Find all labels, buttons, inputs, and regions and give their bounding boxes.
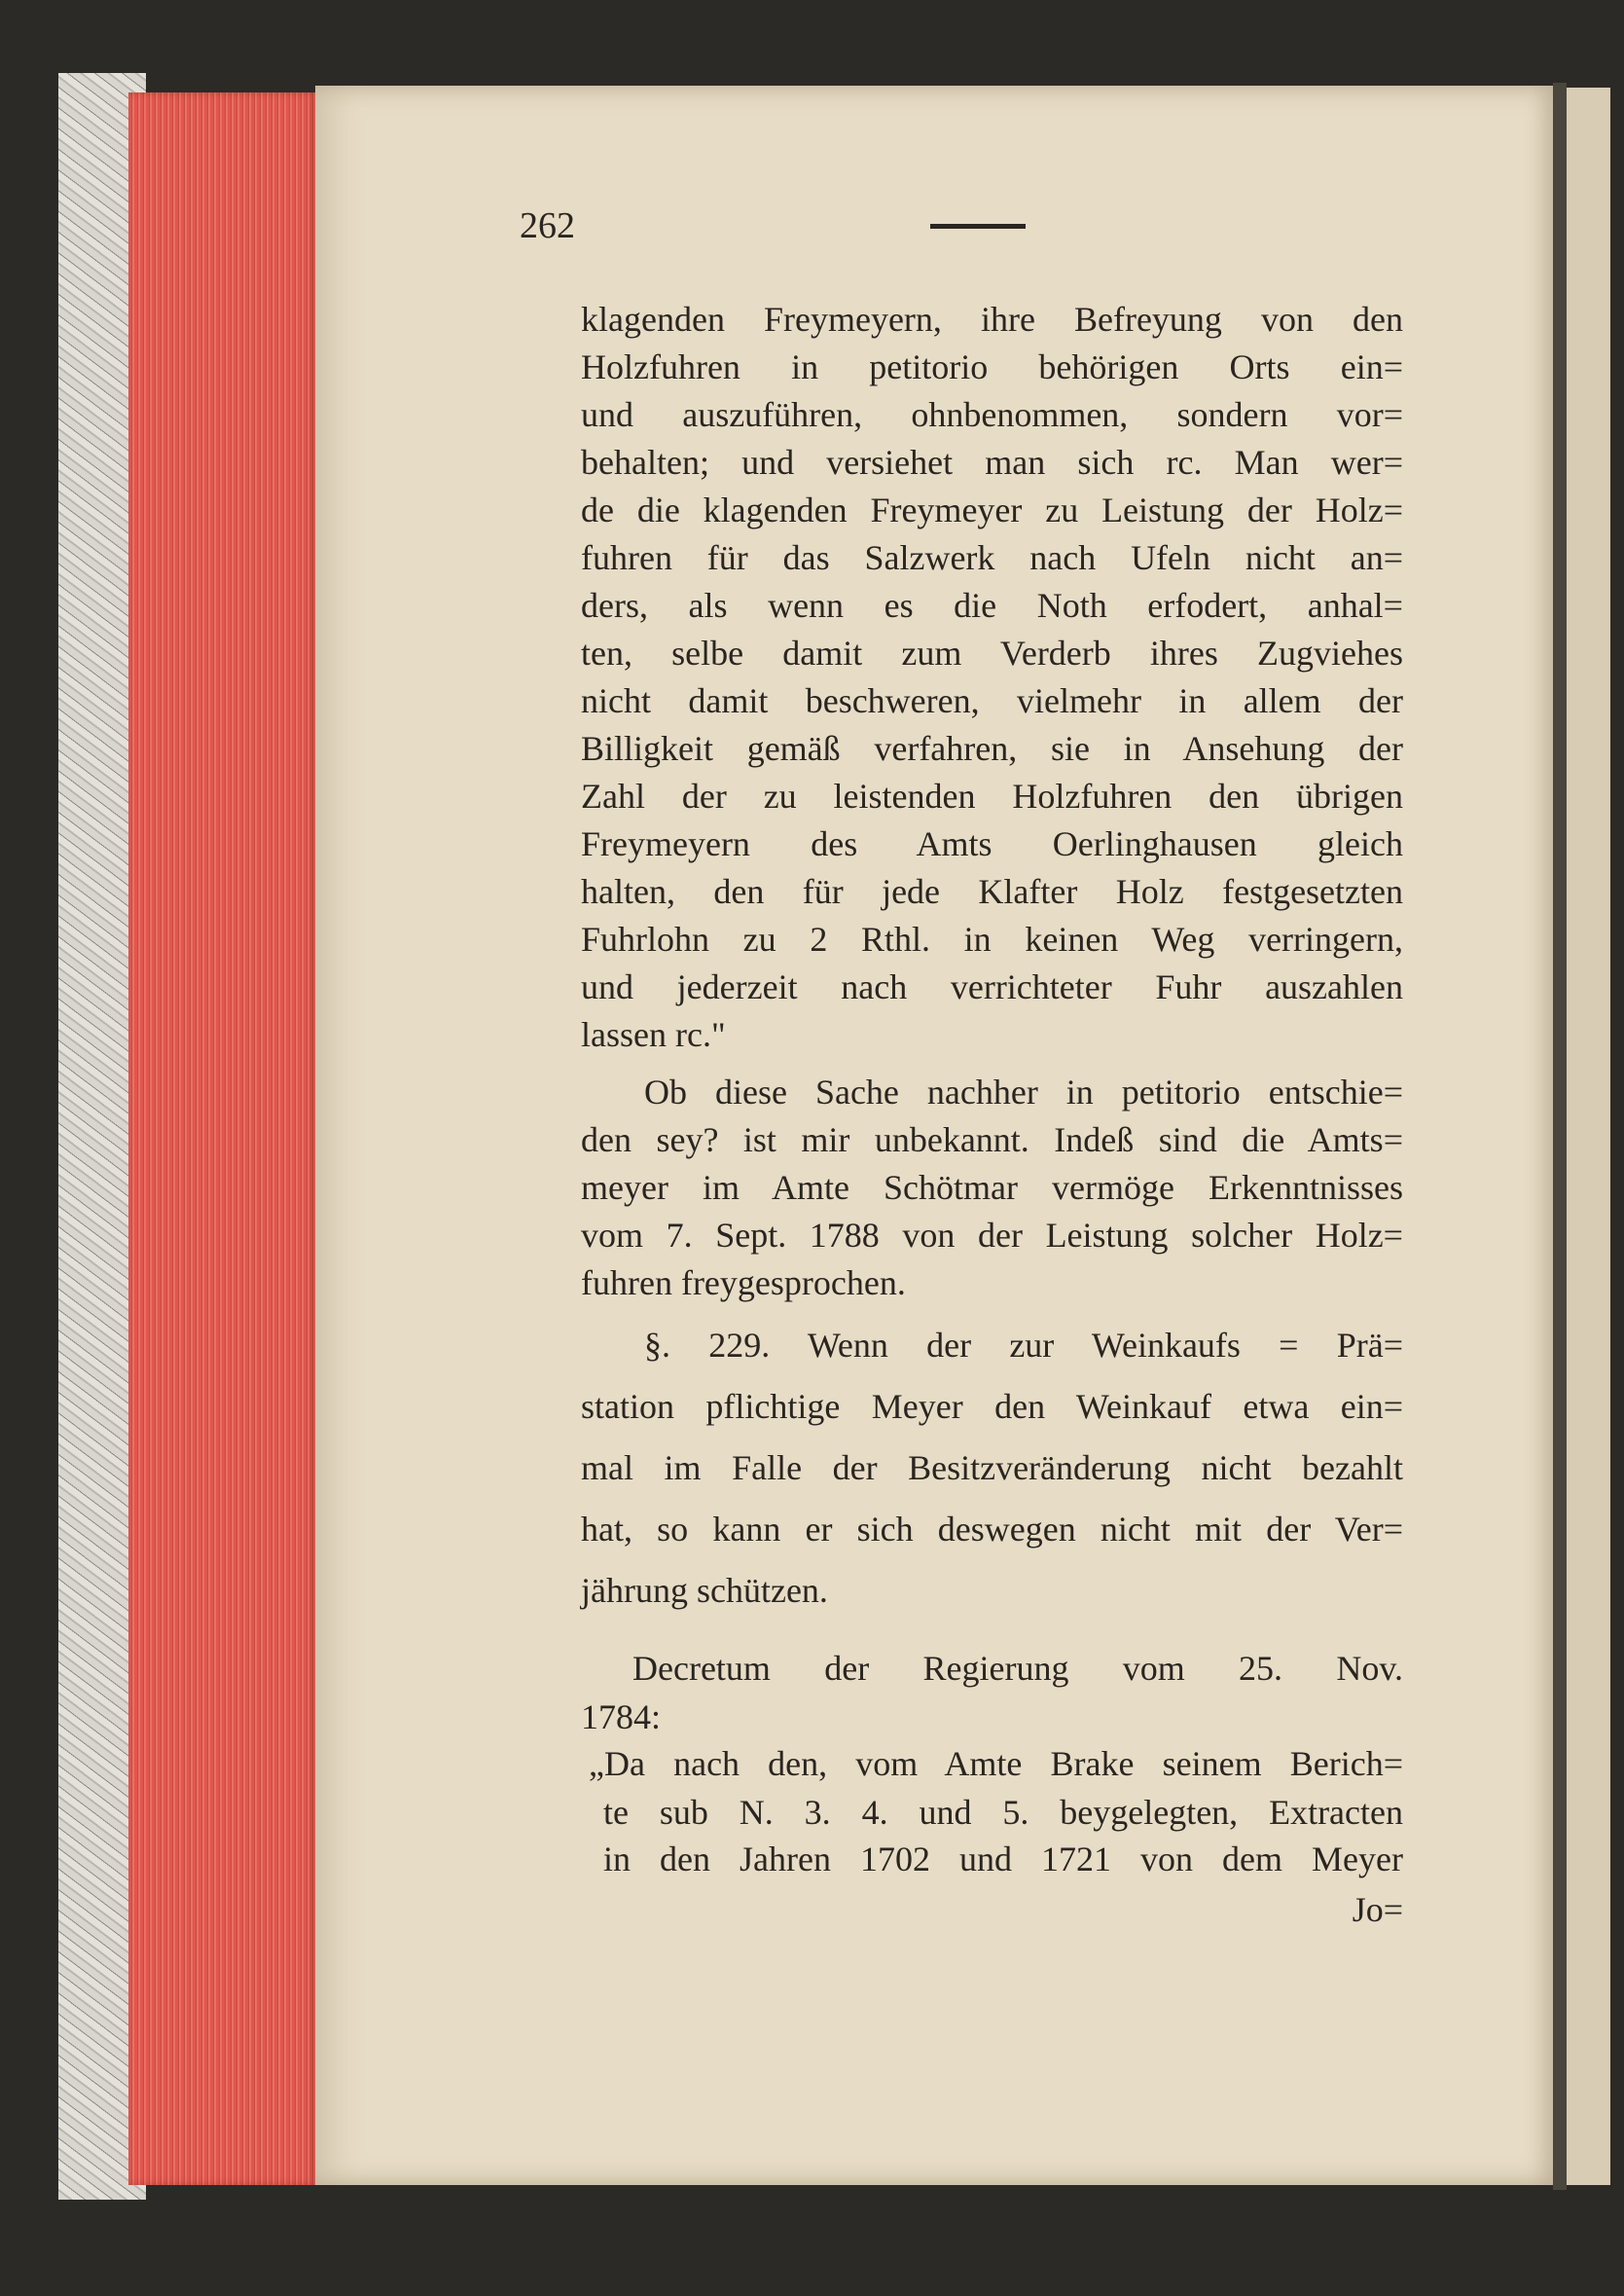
catchword: Jo= <box>1352 1890 1403 1929</box>
text-line: Freymeyern des Amts Oerlinghausen gleich <box>581 824 1403 863</box>
text-line: Decretum der Regierung vom 25. Nov. <box>632 1649 1403 1688</box>
text-line: jährung schützen. <box>581 1571 828 1610</box>
text-line: und jederzeit nach verrichteter Fuhr auszahlen <box>581 967 1403 1006</box>
text-line: lassen rc." <box>581 1015 726 1054</box>
quote-line: te sub N. 3. 4. und 5. beygelegten, Extracten <box>603 1793 1403 1832</box>
text-line: hat, so kann er sich deswegen nicht mit der Ver= <box>581 1510 1403 1549</box>
text-line: ten, selbe damit zum Verderb ihres Zugviehes <box>581 634 1403 673</box>
text-line: Fuhrlohn zu 2 Rthl. in keinen Weg verringern, <box>581 920 1403 959</box>
book-gutter <box>1553 83 1567 2190</box>
section-heading-line: §. 229. Wenn der zur Weinkaufs = Prä= <box>644 1326 1403 1365</box>
page-edges-red <box>128 92 318 2185</box>
text-line: 1784: <box>581 1697 662 1736</box>
facing-page <box>1567 88 1610 2185</box>
text-line: halten, den für jede Klafter Holz festgesetzten <box>581 872 1403 911</box>
text-line: meyer im Amte Schötmar vermöge Erkenntnisses <box>581 1168 1403 1207</box>
text-line: und auszuführen, ohnbenommen, sondern vor= <box>581 395 1403 434</box>
quote-line: in den Jahren 1702 und 1721 von dem Meyer <box>603 1840 1403 1878</box>
text-line: nicht damit beschweren, vielmehr in allem der <box>581 681 1403 720</box>
quote-line: „Da nach den, vom Amte Brake seinem Berich= <box>589 1744 1403 1783</box>
text-line: Ob diese Sache nachher in petitorio entschie= <box>644 1073 1403 1112</box>
text-line: Holzfuhren in petitorio behörigen Orts ein= <box>581 347 1403 386</box>
text-line: station pflichtige Meyer den Weinkauf etwa ein= <box>581 1387 1403 1426</box>
header-rule <box>930 224 1026 229</box>
text-line: de die klagenden Freymeyer zu Leistung der Holz= <box>581 491 1403 529</box>
text-line: mal im Falle der Besitzveränderung nicht bezahlt <box>581 1448 1403 1487</box>
text-line: klagenden Freymeyern, ihre Befreyung von den <box>581 300 1403 339</box>
text-line: Billigkeit gemäß verfahren, sie in Ansehung der <box>581 729 1403 768</box>
text-line: fuhren für das Salzwerk nach Ufeln nicht an= <box>581 538 1403 577</box>
text-line: ders, als wenn es die Noth erfodert, anhal= <box>581 586 1403 625</box>
text-line: behalten; und versiehet man sich rc. Man wer= <box>581 443 1403 482</box>
text-line: Zahl der zu leistenden Holzfuhren den übrigen <box>581 777 1403 816</box>
text-line: fuhren freygesprochen. <box>581 1263 906 1302</box>
page-number: 262 <box>520 205 575 246</box>
text-line: vom 7. Sept. 1788 von der Leistung solcher Holz= <box>581 1216 1403 1255</box>
text-line: den sey? ist mir unbekannt. Indeß sind die Amts= <box>581 1120 1403 1159</box>
